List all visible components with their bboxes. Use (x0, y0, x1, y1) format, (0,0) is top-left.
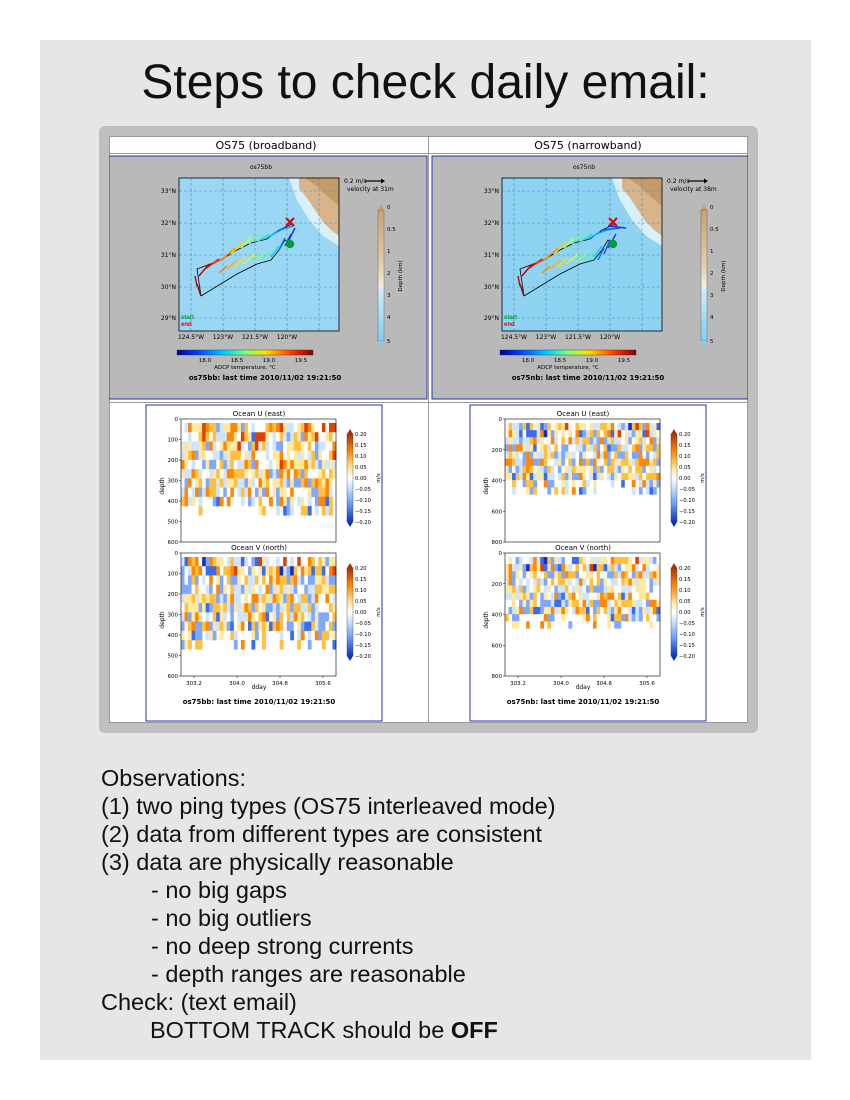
colorbar-tick: 0.20 (355, 566, 367, 572)
svg-text:0.5: 0.5 (710, 227, 719, 233)
depth-axis-label: depth (483, 477, 490, 495)
check-line-bold: OFF (450, 1017, 498, 1043)
colorbar-tick: 0.15 (679, 577, 691, 583)
colorbar-tick: −0.15 (679, 643, 695, 649)
svg-text:19.5: 19.5 (617, 358, 631, 364)
colorbar-tick: −0.05 (355, 487, 371, 493)
colorbar-units: m/s (700, 607, 706, 617)
depth-tick: 0 (174, 417, 178, 423)
depth-tick: 400 (491, 612, 502, 619)
colorbar-tick: 0.15 (355, 577, 367, 583)
svg-text:3: 3 (387, 293, 391, 299)
column-header-broadband: OS75 (broadband) (215, 139, 317, 152)
svg-text:0.2 m/s: 0.2 m/s (667, 178, 690, 185)
depth-tick: 600 (167, 674, 178, 680)
map-title: os75bb (249, 164, 273, 171)
svg-text:ADCP temperature, °C: ADCP temperature, °C (214, 365, 276, 371)
svg-text:18.0: 18.0 (521, 358, 535, 364)
colorbar-tick: 0.15 (679, 443, 691, 449)
dday-tick: 304.8 (596, 681, 612, 687)
map-caption: os75nb: last time 2010/11/02 19:21:50 (511, 374, 665, 382)
check-heading: Check: (text email) (101, 989, 297, 1015)
depth-tick: 400 (167, 633, 178, 639)
svg-text:1: 1 (387, 249, 391, 255)
colorbar-tick: 0.10 (355, 588, 367, 594)
dday-tick: 305.6 (639, 681, 655, 687)
svg-text:29°N: 29°N (160, 315, 176, 322)
colorbar-tick: −0.10 (679, 498, 695, 504)
figure-panel (99, 126, 758, 733)
svg-text:velocity at 31m: velocity at 31m (347, 186, 394, 193)
svg-text:Depth (km): Depth (km) (721, 260, 727, 292)
svg-text:19.0: 19.0 (585, 358, 599, 364)
svg-text:121.5°W: 121.5°W (241, 334, 269, 341)
dday-label: dday (575, 684, 591, 691)
colorbar-tick: 0.10 (679, 454, 691, 460)
legend-end: end (504, 322, 515, 328)
svg-text:2: 2 (710, 271, 714, 277)
check-line (101, 1016, 556, 1044)
colorbar-tick: 0.00 (355, 476, 367, 482)
map-caption: os75bb: last time 2010/11/02 19:21:50 (188, 374, 342, 382)
colorbar-units: m/s (376, 607, 382, 617)
section-caption: os75nb: last time 2010/11/02 19:21:50 (506, 698, 660, 706)
colorbar-tick: −0.10 (355, 498, 371, 504)
svg-text:0.2 m/s: 0.2 m/s (344, 178, 367, 185)
colorbar-tick: 0.20 (355, 432, 367, 438)
colorbar-tick: −0.05 (679, 487, 695, 493)
svg-text:31°N: 31°N (483, 252, 499, 259)
section-panel-narrowband (470, 405, 706, 721)
start-marker (609, 240, 617, 248)
colorbar-tick: −0.05 (679, 621, 695, 627)
depth-tick: 0 (498, 417, 502, 423)
svg-text:19.0: 19.0 (262, 358, 276, 364)
colorbar-tick: −0.20 (679, 654, 695, 660)
svg-text:0: 0 (387, 205, 391, 211)
colorbar-tick: −0.10 (679, 632, 695, 638)
colorbar-tick: 0.10 (355, 454, 367, 460)
page-title: Steps to check daily email: (141, 56, 710, 109)
map-title: os75nb (572, 164, 596, 171)
map-panel-broadband (109, 156, 427, 399)
colorbar-tick: 0.15 (355, 443, 367, 449)
colorbar-tick: 0.10 (679, 588, 691, 594)
legend-start: start (181, 315, 195, 321)
svg-text:32°N: 32°N (483, 220, 499, 227)
legend-start: start (504, 315, 518, 321)
svg-text:0: 0 (710, 205, 714, 211)
svg-text:1: 1 (710, 249, 714, 255)
svg-text:123°W: 123°W (535, 334, 557, 341)
dday-tick: 304.8 (272, 681, 288, 687)
depth-axis-label: depth (483, 611, 490, 629)
svg-text:3: 3 (710, 293, 714, 299)
svg-text:18.5: 18.5 (553, 358, 567, 364)
slide (40, 40, 811, 1060)
colorbar-tick: −0.15 (679, 509, 695, 515)
depth-tick: 600 (167, 540, 178, 546)
colorbar-tick: 0.20 (679, 566, 691, 572)
observation-sub-item: - depth ranges are reasonable (151, 961, 466, 987)
v-title: Ocean V (north) (231, 544, 287, 552)
depth-tick: 0 (174, 551, 178, 557)
depth-tick: 0 (498, 551, 502, 557)
svg-text:18.5: 18.5 (230, 358, 244, 364)
figure-grid (109, 136, 748, 723)
colorbar-tick: 0.05 (355, 465, 367, 471)
svg-text:31°N: 31°N (160, 252, 176, 259)
observation-item: (3) data are physically reasonable (101, 849, 454, 875)
svg-text:30°N: 30°N (483, 284, 499, 291)
svg-text:124.5°W: 124.5°W (177, 334, 205, 341)
dday-label: dday (251, 684, 267, 691)
colorbar-tick: 0.05 (355, 599, 367, 605)
figure-svg (109, 136, 748, 723)
colorbar-tick: 0.00 (355, 610, 367, 616)
svg-text:5: 5 (710, 339, 714, 345)
observation-item: (1) two ping types (OS75 interleaved mode) (101, 793, 556, 819)
depth-tick: 300 (167, 478, 178, 485)
observation-item: (2) data from different types are consistent (101, 821, 543, 847)
svg-text:velocity at 38m: velocity at 38m (670, 186, 717, 193)
u-title: Ocean U (east) (556, 410, 610, 418)
colorbar-tick: −0.20 (355, 520, 371, 526)
observation-sub-item: - no big outliers (151, 905, 312, 931)
depth-tick: 100 (167, 437, 178, 444)
v-title: Ocean V (north) (555, 544, 611, 552)
map-plot (502, 178, 662, 331)
svg-text:0.5: 0.5 (387, 227, 396, 233)
legend-end: end (181, 322, 192, 328)
svg-text:18.0: 18.0 (198, 358, 212, 364)
dday-tick: 303.2 (186, 681, 202, 687)
depth-tick: 800 (491, 674, 502, 680)
dday-tick: 304.0 (553, 681, 569, 687)
depth-axis-label: depth (159, 611, 166, 629)
svg-text:ADCP temperature, °C: ADCP temperature, °C (537, 365, 599, 371)
depth-tick: 200 (167, 458, 178, 464)
colorbar-tick: 0.05 (679, 465, 691, 471)
colorbar-tick: −0.15 (355, 509, 371, 515)
svg-text:124.5°W: 124.5°W (500, 334, 528, 341)
depth-axis-label: depth (159, 477, 166, 495)
dday-tick: 304.0 (229, 681, 245, 687)
observations-heading: Observations: (101, 765, 246, 791)
colorbar-tick: −0.20 (679, 520, 695, 526)
colorbar-tick: −0.10 (355, 632, 371, 638)
svg-text:120°W: 120°W (276, 334, 298, 341)
u-title: Ocean U (east) (232, 410, 286, 418)
svg-text:33°N: 33°N (160, 188, 176, 195)
map-panel-narrowband (432, 156, 748, 399)
colorbar-units: m/s (376, 473, 382, 483)
colorbar-tick: 0.00 (679, 610, 691, 616)
depth-tick: 500 (167, 653, 178, 660)
dday-tick: 303.2 (510, 681, 526, 687)
svg-text:Depth (km): Depth (km) (398, 260, 404, 292)
colorbar-tick: −0.20 (355, 654, 371, 660)
map-plot (179, 178, 339, 331)
notes (101, 764, 556, 1044)
colorbar-tick: −0.05 (355, 621, 371, 627)
svg-text:5: 5 (387, 339, 391, 345)
check-line-prefix: BOTTOM TRACK should be (150, 1017, 451, 1043)
depth-tick: 400 (491, 478, 502, 485)
svg-text:121.5°W: 121.5°W (564, 334, 592, 341)
depth-tick: 500 (167, 519, 178, 526)
colorbar-tick: −0.15 (355, 643, 371, 649)
column-header-narrowband: OS75 (narrowband) (534, 139, 642, 152)
svg-text:29°N: 29°N (483, 315, 499, 322)
svg-text:30°N: 30°N (160, 284, 176, 291)
observation-sub-item: - no big gaps (151, 877, 287, 903)
depth-tick: 200 (491, 581, 502, 588)
svg-text:2: 2 (387, 271, 391, 277)
observation-sub-item: - no deep strong currents (151, 933, 414, 959)
svg-text:120°W: 120°W (599, 334, 621, 341)
velocity-field (505, 557, 660, 629)
depth-tick: 800 (491, 540, 502, 546)
depth-tick: 100 (167, 571, 178, 578)
colorbar-tick: 0.05 (679, 599, 691, 605)
dday-tick: 305.6 (315, 681, 331, 687)
depth-tick: 200 (491, 447, 502, 454)
section-panel-broadband (146, 405, 382, 721)
colorbar-tick: 0.00 (679, 476, 691, 482)
depth-tick: 400 (167, 499, 178, 505)
colorbar-units: m/s (700, 473, 706, 483)
colorbar-tick: 0.20 (679, 432, 691, 438)
section-caption: os75bb: last time 2010/11/02 19:21:50 (182, 698, 336, 706)
depth-tick: 600 (491, 509, 502, 516)
svg-text:123°W: 123°W (212, 334, 234, 341)
svg-text:4: 4 (387, 315, 391, 321)
svg-text:33°N: 33°N (483, 188, 499, 195)
start-marker (286, 240, 294, 248)
depth-tick: 300 (167, 612, 178, 619)
depth-tick: 200 (167, 592, 178, 598)
svg-text:32°N: 32°N (160, 220, 176, 227)
svg-text:4: 4 (710, 315, 714, 321)
depth-tick: 600 (491, 643, 502, 650)
svg-text:19.5: 19.5 (294, 358, 308, 364)
